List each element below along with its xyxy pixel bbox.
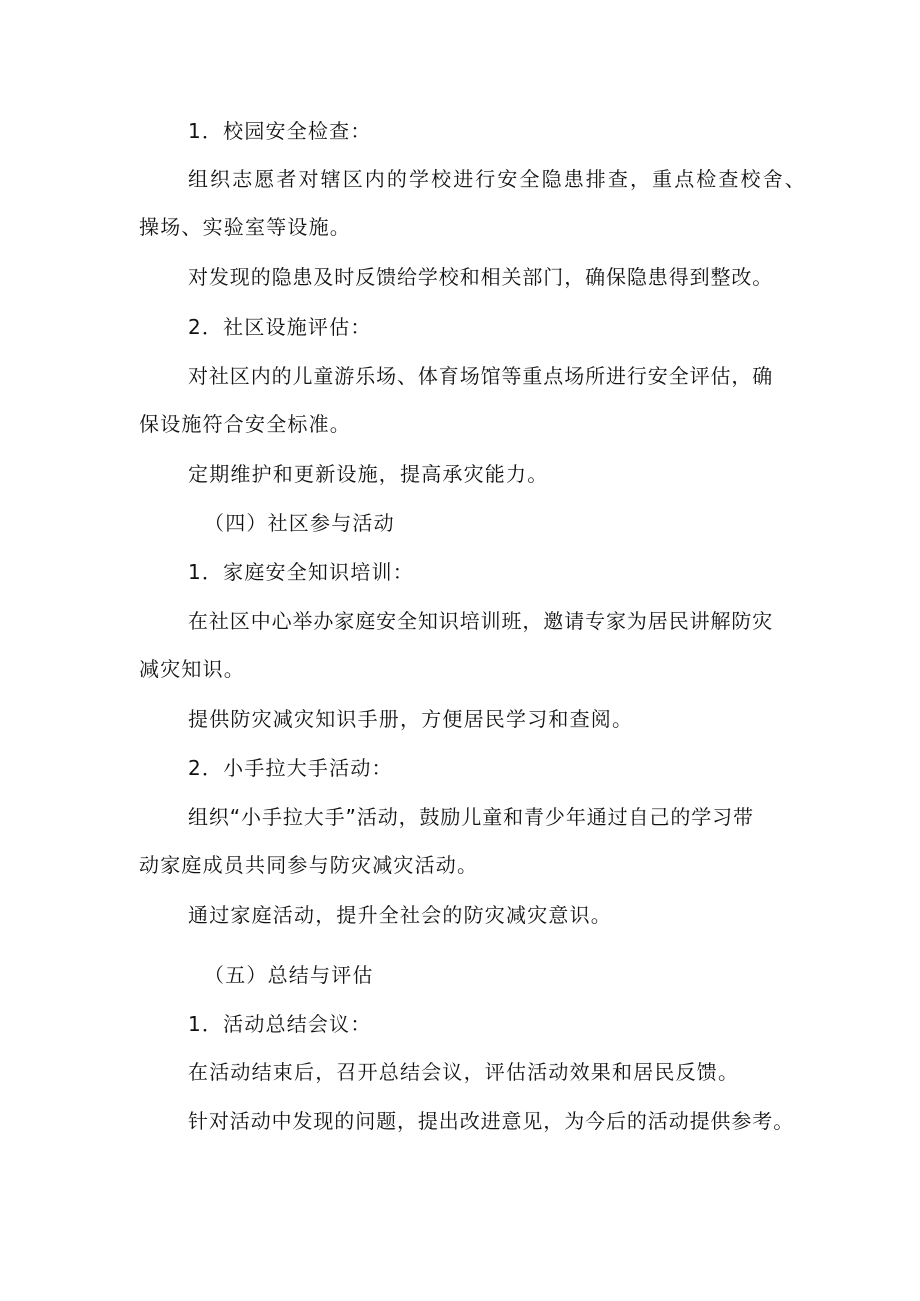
section-heading: （五）总结与评估 [204, 963, 374, 987]
paragraph-line: 操场、实验室等设施。 [139, 215, 351, 239]
paragraph-line: 保设施符合安全标准。 [139, 412, 351, 436]
item-heading: 2．社区设施评估： [188, 315, 372, 339]
item-heading: 1．家庭安全知识培训： [188, 560, 414, 584]
paragraph-line: 提供防灾减灾知识手册，方便居民学习和查阅。 [188, 707, 634, 731]
section-heading: （四）社区参与活动 [204, 511, 395, 535]
paragraph-line: 对发现的隐患及时反馈给学校和相关部门，确保隐患得到整改。 [188, 265, 774, 289]
paragraph-line: 组织志愿者对辖区内的学校进行安全隐患排查，重点检查校舍、 [188, 167, 807, 191]
paragraph-line: 针对活动中发现的问题，提出改进意见，为今后的活动提供参考。 [188, 1109, 795, 1133]
paragraph-line: 在活动结束后，召开总结会议，评估活动效果和居民反馈。 [188, 1060, 740, 1084]
paragraph-line: 定期维护和更新设施，提高承灾能力。 [188, 462, 549, 486]
paragraph-line: 动家庭成员共同参与防灾减灾活动。 [139, 853, 479, 877]
paragraph-line: 在社区中心举办家庭安全知识培训班，邀请专家为居民讲解防灾 [188, 609, 774, 633]
paragraph-line: 通过家庭活动，提升全社会的防灾减灾意识。 [188, 903, 612, 927]
paragraph-line: 对社区内的儿童游乐场、体育场馆等重点场所进行安全评估，确 [188, 364, 774, 388]
item-heading: 2．小手拉大手活动： [188, 756, 393, 780]
item-heading: 1．活动总结会议： [188, 1012, 372, 1036]
paragraph-line: 减灾知识。 [139, 657, 245, 681]
paragraph-line: 组织“小手拉大手”活动，鼓励儿童和青少年通过自己的学习带 [188, 805, 754, 829]
item-heading: 1．校园安全检查： [188, 119, 372, 143]
